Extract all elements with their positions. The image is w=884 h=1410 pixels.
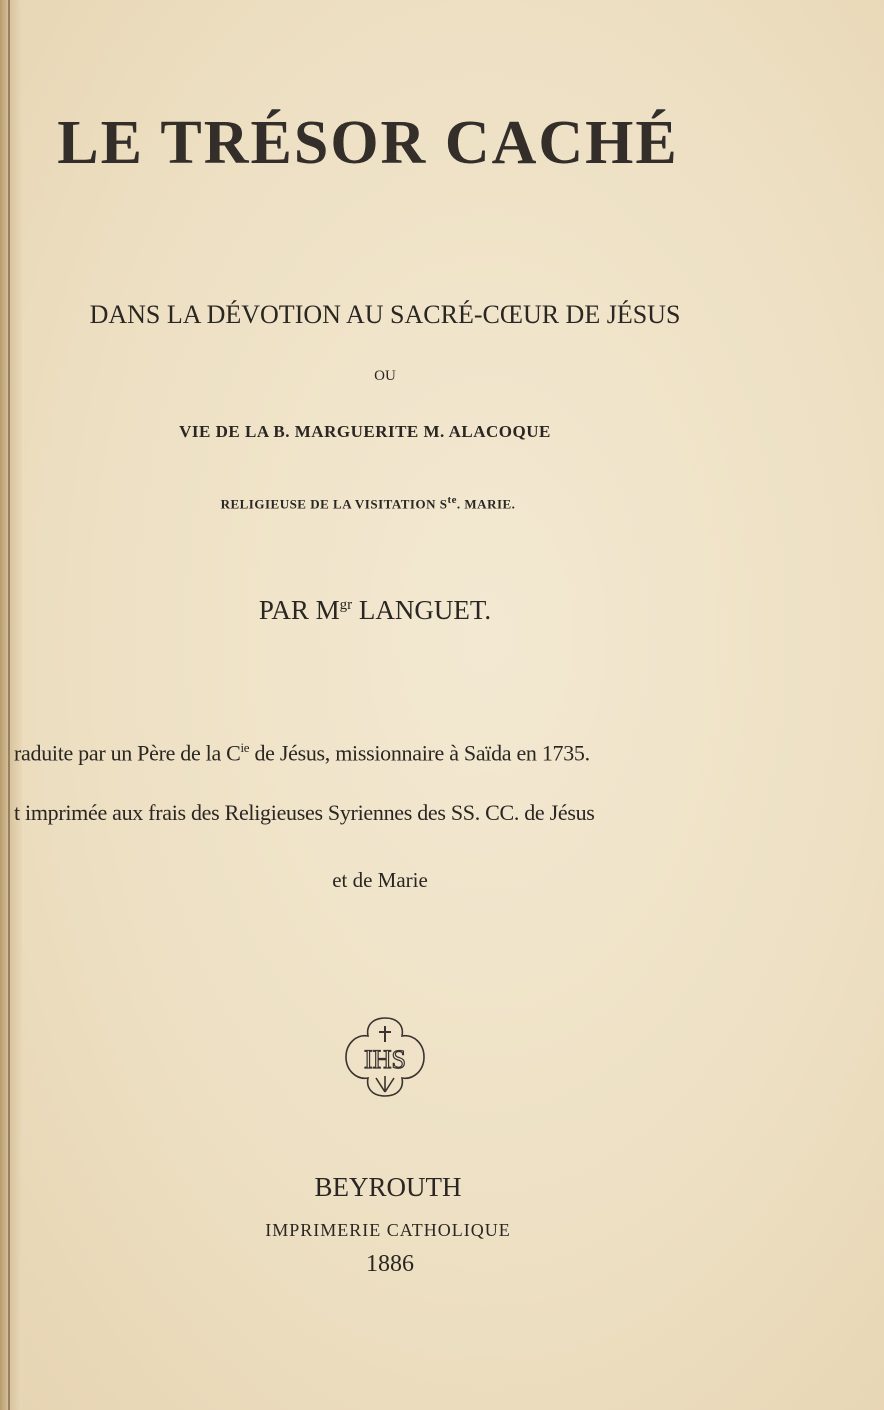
religious-sup: te	[447, 494, 457, 506]
author-prefix: PAR M	[258, 595, 340, 625]
translation-sup: ie	[240, 740, 250, 755]
author-suffix: LANGUET.	[352, 595, 492, 625]
religious-prefix: RELIGIEUSE DE LA VISITATION S	[220, 496, 448, 512]
book-binding-edge	[0, 0, 22, 1410]
author-line	[259, 595, 491, 626]
publication-place: BEYROUTH	[314, 1172, 462, 1202]
book-title: LE TRÉSOR CACHÉ	[57, 109, 679, 177]
subtitle: DANS LA DÉVOTION AU SACRÉ-CŒUR DE JÉSUS	[89, 300, 681, 329]
conjunction: OU	[374, 368, 396, 384]
publication-year: 1886	[366, 1251, 414, 1277]
translation-prefix: raduite par un Père de la C	[14, 740, 241, 766]
ihs-emblem-icon	[340, 1012, 430, 1102]
life-line: VIE DE LA B. MARGUERITE M. ALACOQUE	[179, 422, 551, 441]
religious-suffix: . MARIE.	[456, 496, 516, 512]
religious-line	[221, 494, 516, 512]
printing-line-end: et de Marie	[332, 868, 428, 892]
author-sup: gr	[339, 597, 353, 613]
translation-suffix: de Jésus, missionnaire à Saïda en 1735.	[249, 740, 590, 766]
printing-line: t imprimée aux frais des Religieuses Syriennes des SS. CC. de Jésus	[14, 800, 595, 825]
emblem-letters: IHS	[364, 1045, 406, 1074]
translation-line	[14, 740, 590, 766]
printer-name: IMPRIMERIE CATHOLIQUE	[265, 1220, 511, 1240]
